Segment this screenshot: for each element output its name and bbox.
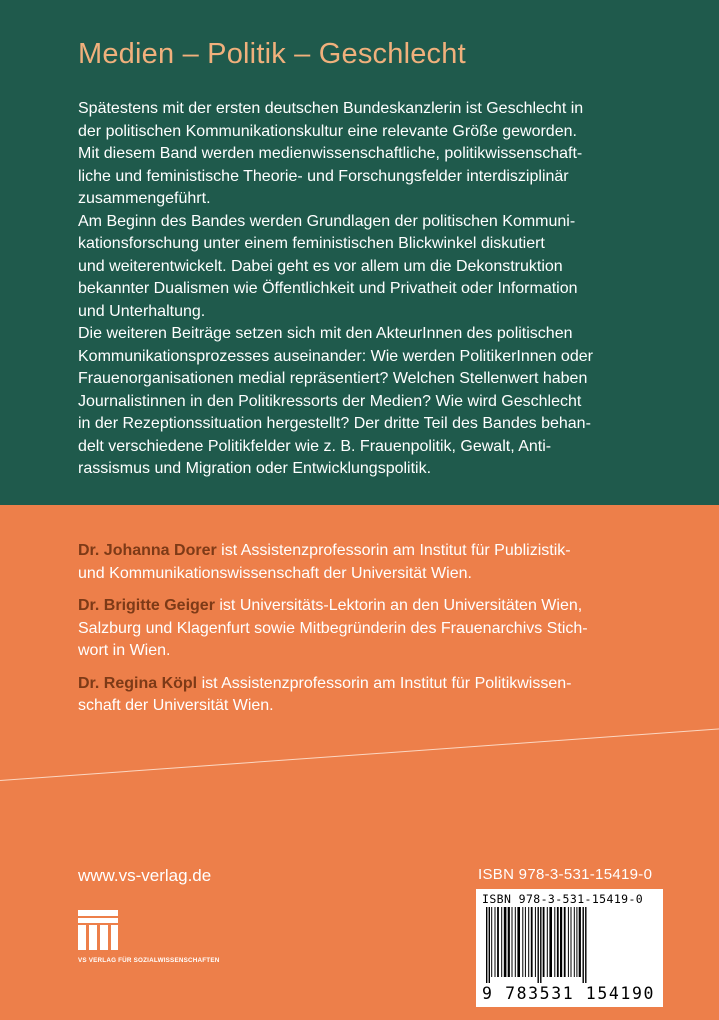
barcode-bar bbox=[543, 907, 545, 977]
blurb-paragraph: Die weiteren Beiträge setzen sich mit den AkteurInnen des politischen Kommunikationsprozesses auseinander: Wie werden PolitikerInnen oder Frauenorganisationen medial repräsentiert? Welchen Stellenwert haben Journalistinnen in den Politikressorts der Medien? Wie wird Geschlecht in der Rezeptionssituation hergestellt? Der dritte Teil des Bandes behan- delt verschiedene Politikfelder wie z. B. Frauenpolitik, Gewalt, Anti- rassismus und Migration oder Entwicklungspolitik. bbox=[78, 325, 593, 477]
vs-verlag-logo-icon bbox=[78, 910, 118, 950]
barcode-bar bbox=[508, 907, 510, 977]
author-name: Dr. Brigitte Geiger bbox=[78, 597, 215, 614]
barcode-bar bbox=[583, 907, 584, 983]
author-bio bbox=[78, 595, 668, 663]
blurb-paragraph: Am Beginn des Bandes werden Grundlagen der politischen Kommuni- kationsforschung unter einem feministischen Blickwinkel diskutiert und weiterentwickelt. Dabei geht es vor allem um die Dekonstruktion bekannter Dualismen wie Öffentlichkeit und Privatheit oder Information und Unterhaltung. bbox=[78, 212, 578, 320]
barcode-bar bbox=[501, 907, 502, 977]
blurb bbox=[78, 98, 648, 481]
barcode-bar bbox=[515, 907, 516, 977]
barcode-bar bbox=[564, 907, 566, 977]
ean-digits: 9 783531 154190 bbox=[482, 984, 656, 1003]
barcode-bar bbox=[576, 907, 577, 977]
book-title: Medien – Politik – Geschlecht bbox=[78, 38, 466, 70]
barcode-bar bbox=[486, 907, 487, 983]
barcode-bar bbox=[540, 907, 541, 983]
barcode-bar bbox=[525, 907, 526, 977]
blurb-paragraph: Spätestens mit der ersten deutschen Bundeskanzlerin ist Geschlecht in der politischen Kommunikationskultur eine relevante Größe geworden. Mit diesem Band werden medienwissenschaftliche, politikwissenschaft- liche und feministische Theorie- und Forschungsfelder interdisziplinär zusammengeführt. bbox=[78, 100, 584, 207]
barcode-bar bbox=[489, 907, 490, 983]
top-panel bbox=[0, 0, 719, 505]
barcode-bar bbox=[535, 907, 536, 977]
barcode-bar bbox=[504, 907, 507, 977]
isbn-mono: ISBN 978-3-531-15419-0 bbox=[482, 892, 644, 906]
barcode-bar bbox=[538, 907, 539, 983]
barcode-bar bbox=[522, 907, 523, 977]
barcode-bar bbox=[554, 907, 555, 977]
barcode-bar bbox=[549, 907, 552, 977]
publisher-name: VS VERLAG FÜR SOZIALWISSENSCHAFTEN bbox=[78, 957, 220, 964]
author-bio-text: ist Universitäts-Lektorin an den Universitäten Wien, Salzburg und Klagenfurt sowie Mitbegründerin des Frauenarchivs Stich- wort in Wien. bbox=[78, 597, 588, 659]
barcode-bar bbox=[560, 907, 562, 977]
barcode-bar bbox=[571, 907, 572, 977]
publisher-url[interactable]: www.vs-verlag.de bbox=[78, 866, 212, 885]
author-bios bbox=[78, 540, 668, 728]
barcode-bar bbox=[568, 907, 569, 977]
author-bio bbox=[78, 540, 668, 585]
barcode-bar bbox=[531, 907, 533, 977]
barcode bbox=[476, 889, 663, 1007]
barcode-bar bbox=[512, 907, 513, 977]
author-name: Dr. Johanna Dorer bbox=[78, 542, 217, 559]
barcode-bar bbox=[528, 907, 529, 977]
author-bio-text: ist Assistenzprofessorin am Institut für Politikwissen- schaft der Universität Wien. bbox=[78, 674, 572, 714]
barcode-bar bbox=[579, 907, 581, 977]
barcode-bar bbox=[517, 907, 520, 977]
barcode-bar bbox=[585, 907, 586, 983]
author-name: Dr. Regina Köpl bbox=[78, 674, 198, 692]
barcode-bars bbox=[484, 907, 656, 983]
barcode-bar bbox=[574, 907, 575, 977]
barcode-bar bbox=[557, 907, 559, 977]
barcode-bar bbox=[495, 907, 496, 977]
barcode-bar bbox=[497, 907, 499, 977]
author-bio-text: ist Assistenzprofessorin am Institut für Publizistik- und Kommunikationswissenschaft der Universität Wien. bbox=[78, 542, 571, 582]
barcode-bar bbox=[491, 907, 492, 977]
isbn-label: ISBN 978-3-531-15419-0 bbox=[478, 866, 653, 883]
author-bio bbox=[78, 673, 668, 718]
barcode-bar bbox=[547, 907, 548, 977]
